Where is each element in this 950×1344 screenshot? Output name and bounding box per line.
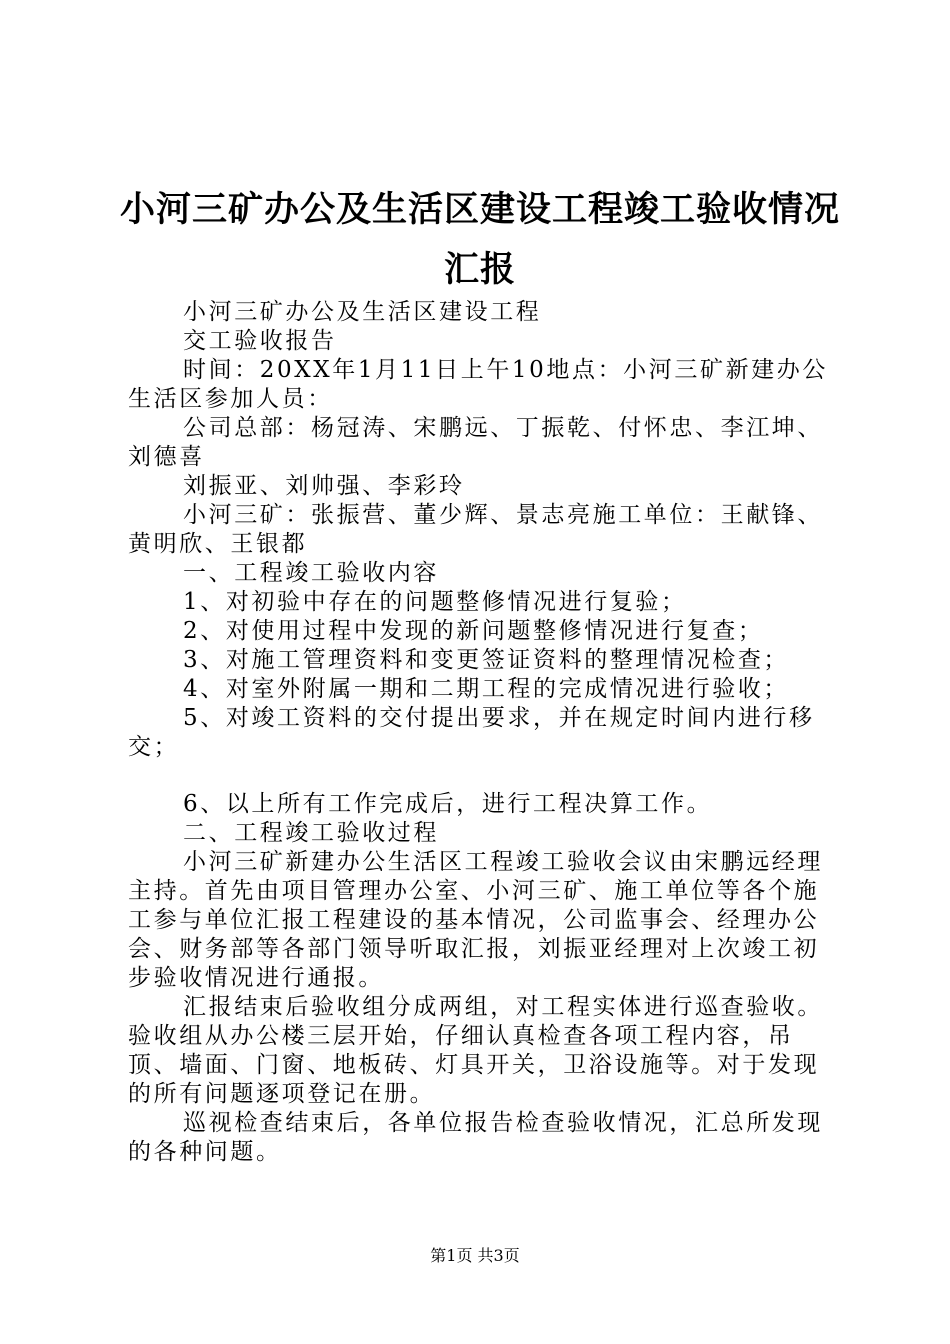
document-title-line-1: 小河三矿办公及生活区建设工程竣工验收情况 (119, 190, 840, 230)
section-heading-process: 二、工程竣工验收过程 (183, 820, 439, 846)
document-body (128, 298, 844, 1167)
list-item: 4、对室外附属一期和二期工程的完成情况进行验收； (183, 676, 790, 702)
paragraph-meeting: 小河三矿新建办公生活区工程竣工验收会议由宋鹏远经理主持。首先由项目管理办公室、小河三矿、施工单位等各个施工参与单位汇报工程建设的基本情况，公司监事会、经理办公会、财务部等各部门领导听取汇报，刘振亚经理对上次竣工初步验收情况进行通报。 (128, 849, 823, 991)
list-item: 1、对初验中存在的问题整修情况进行复验； (183, 589, 687, 615)
paragraph-inspection: 汇报结束后验收组分成两组，对工程实体进行巡查验收。验收组从办公楼三层开始，仔细认真检查各项工程内容，吊顶、墙面、门窗、地板砖、灯具开关，卫浴设施等。对于发现的所有问题逐项登记在册。 (128, 994, 823, 1107)
paragraph-report-name: 交工验收报告 (183, 328, 337, 354)
list-item: 5、对竣工资料的交付提出要求，并在规定时间内进行移交； (128, 705, 815, 760)
list-item: 6、以上所有工作完成后，进行工程决算工作。 (183, 791, 713, 817)
document-title-line-2: 汇报 (443, 250, 516, 290)
paragraph-hq-attendees: 公司总部：杨冠涛、宋鹏远、丁振乾、付怀忠、李江坤、刘德喜 (128, 415, 823, 470)
paragraph-hq-attendees-cont: 刘振亚、刘帅强、李彩玲 (183, 473, 465, 499)
section-heading-content: 一、工程竣工验收内容 (183, 560, 439, 586)
paragraph-time-location: 时间：20XX年1月11日上午10地点：小河三矿新建办公生活区参加人员： (128, 357, 828, 412)
page-number-footer: 第1页 共3页 (430, 1246, 520, 1265)
list-item: 2、对使用过程中发现的新问题整修情况进行复查； (183, 618, 764, 644)
list-item: 3、对施工管理资料和变更签证资料的整理情况检查； (183, 647, 790, 673)
paragraph-summary: 巡视检查结束后，各单位报告检查验收情况，汇总所发现的各种问题。 (128, 1110, 823, 1165)
paragraph-mine-attendees: 小河三矿：张振营、董少辉、景志亮施工单位：王献锋、黄明欣、王银都 (128, 502, 823, 557)
paragraph-project-name: 小河三矿办公及生活区建设工程 (183, 299, 542, 325)
